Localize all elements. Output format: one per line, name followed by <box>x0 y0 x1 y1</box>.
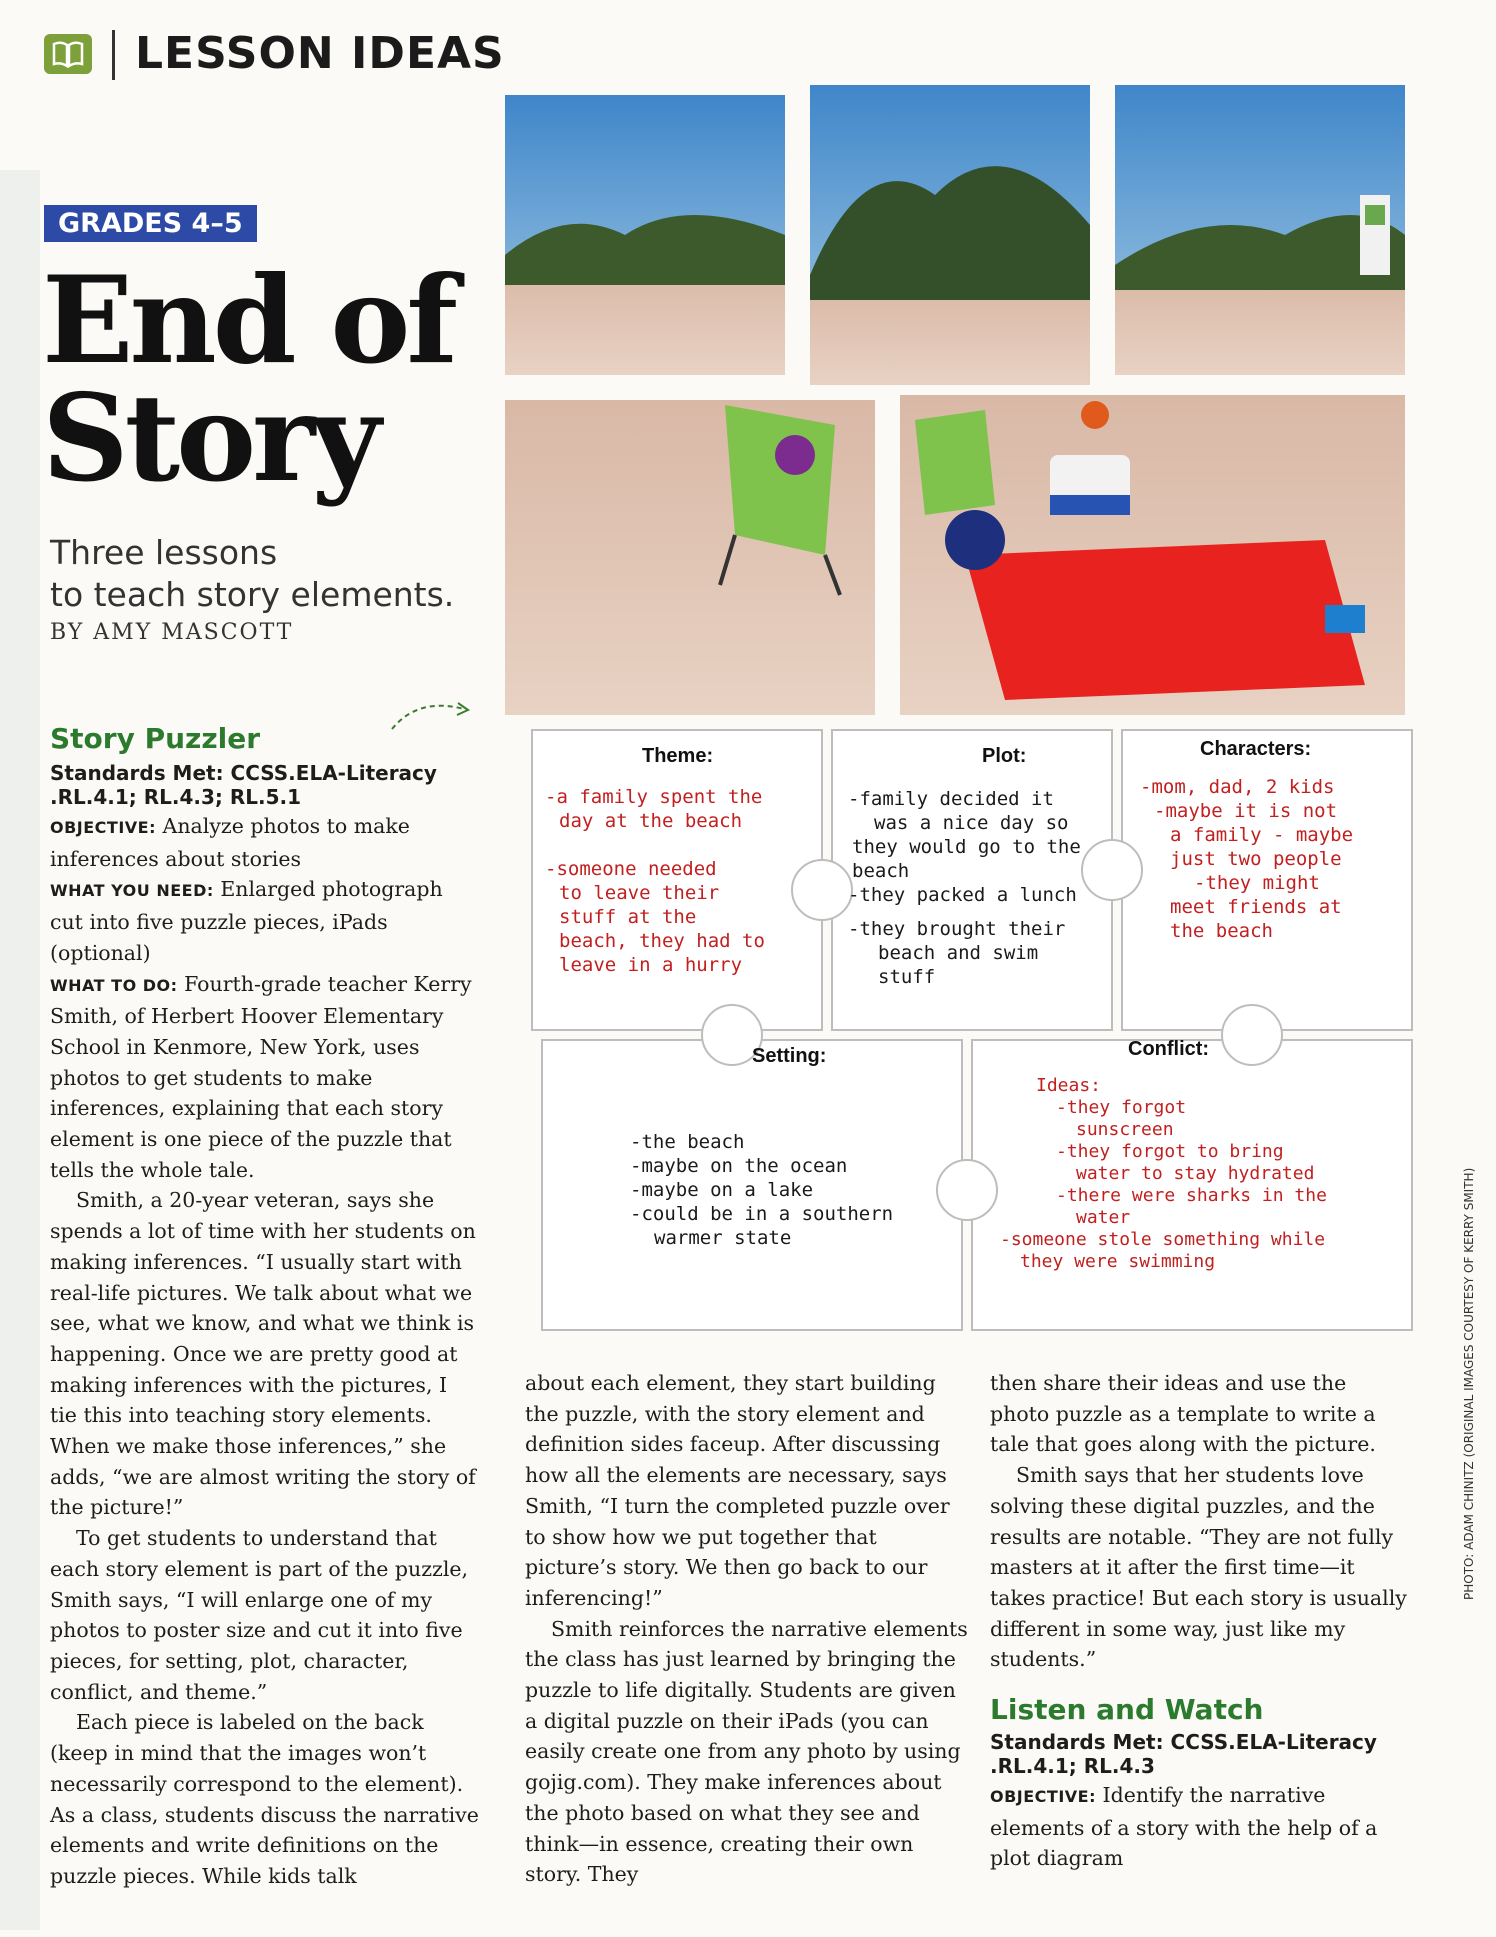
photo-piece-top-right <box>1115 85 1405 375</box>
header-divider <box>112 30 115 80</box>
listen-watch-objective: OBJECTIVE: Identify the narrative elements of a story with the help of a plot diagram <box>990 1783 1378 1871</box>
byline: BY AMY MASCOTT <box>50 620 294 645</box>
theme-notes: -a family spent the day at the beach -someone needed to leave their stuff at the beach, they had to leave in a hurry <box>545 786 765 976</box>
conflict-notes: Ideas: -they forgot sunscreen -they forgot to bring water to stay hydrated -there were sharks in the water -someone stole something while they were swimming <box>1000 1075 1327 1272</box>
subtitle-line-2: to teach story elements. <box>50 575 455 614</box>
faint-background-column <box>0 170 40 1930</box>
conflict-label: Conflict: <box>1128 1038 1210 1060</box>
column-3 <box>990 1368 1410 1874</box>
photo-piece-top-middle <box>810 85 1090 385</box>
column-3-paragraph-1: then share their ideas and use the photo puzzle as a template to write a tale that goes along with the picture. <box>990 1371 1376 1457</box>
photo-piece-top-left <box>505 95 785 375</box>
listen-watch-standards: Standards Met: CCSS.ELA-Literacy .RL.4.1; RL.4.3 <box>990 1730 1377 1779</box>
story-puzzler-paragraph-2: Smith, a 20-year veteran, says she spends a lot of time with her students on making inferences. “I usually start with real-life pictures. We talk about what we see, what we know, and what we think is happening. Once we are pretty good at making inferences with the pictures, I tie this into teaching story elements. When we make those inferences,” she adds, “we are almost writing the story of the picture!” <box>50 1188 476 1520</box>
photo-piece-bottom-left <box>505 400 875 715</box>
photo-piece-bottom-right <box>900 395 1405 715</box>
column-2 <box>525 1368 970 1890</box>
story-puzzler-need: WHAT YOU NEED: Enlarged photograph cut into five puzzle pieces, iPads (optional) <box>50 877 443 965</box>
column-3-paragraph-2: Smith says that her students love solving these digital puzzles, and the results are notable. “They are not fully masters at it after the first time—it takes practice! But each story is usually different in some way, just like my students.” <box>990 1463 1407 1672</box>
story-puzzler-objective: OBJECTIVE: Analyze photos to make inferences about stories <box>50 814 410 871</box>
listen-watch-heading: Listen and Watch <box>990 1693 1264 1727</box>
subtitle-line-1: Three lessons <box>50 533 278 572</box>
characters-notes: -mom, dad, 2 kids -maybe it is not a family - maybe just two people -they might meet friends at the beach <box>1140 776 1354 942</box>
page-title <box>42 250 455 509</box>
title-line-1: End of <box>42 250 455 391</box>
story-puzzler-heading: Story Puzzler <box>50 722 261 755</box>
beach-photo-puzzle <box>505 85 1405 715</box>
theme-label: Theme: <box>642 745 714 767</box>
plot-label: Plot: <box>982 745 1027 767</box>
characters-label: Characters: <box>1200 738 1312 760</box>
grade-badge: GRADES 4–5 <box>44 205 257 242</box>
column-2-paragraph-1: about each element, they start building the puzzle, with the story element and definition sides faceup. After discussing how all the elements are necessary, says Smith, “I turn the completed puzzle over to show how we put together that picture’s story. We then go back to our inferencing!” <box>525 1371 950 1610</box>
book-icon <box>44 34 92 74</box>
plot-notes: -family decided it was a nice day so they would go to the beach -they packed a lunch -they brought their beach and swim stuff <box>848 788 1081 988</box>
story-puzzler-paragraph-4: Each piece is labeled on the back (keep in mind that the images won’t necessarily correspond to the element). As a class, students discuss the narrative elements and write definitions on the puzzle pieces. While kids talk <box>50 1710 479 1888</box>
photo-credit: PHOTO: ADAM CHINITZ (ORIGINAL IMAGES COURTESY OF KERRY SMITH) <box>1462 1167 1476 1600</box>
story-puzzler-standards: Standards Met: CCSS.ELA-Literacy .RL.4.1; RL.4.3; RL.5.1 <box>50 761 437 809</box>
setting-label: Setting: <box>752 1045 827 1067</box>
subtitle <box>50 532 454 616</box>
story-puzzler-section <box>50 722 480 1892</box>
story-puzzler-paragraph-3: To get students to understand that each story element is part of the puzzle, Smith says, “I will enlarge one of my photos to poster size and cut it into five pieces, for setting, plot, character, conflict, and theme.” <box>50 1526 469 1704</box>
column-2-paragraph-2: Smith reinforces the narrative elements the class has just learned by bringing the puzzle to life digitally. Students are given a digital puzzle on their iPads (you can easily create one from any photo by using gojig.com). They make inferences about the photo based on what they see and think—in essence, creating their own story. They <box>525 1616 968 1887</box>
story-puzzler-todo: WHAT TO DO: Fourth-grade teacher Kerry Smith, of Herbert Hoover Elementary School in Kenmore, New York, uses photos to get students to make inferences, explaining that each story element is one piece of the puzzle that tells the whole tale. <box>50 971 472 1182</box>
setting-notes: -the beach -maybe on the ocean -maybe on a lake -could be in a southern warmer state <box>630 1131 894 1249</box>
section-title: LESSON IDEAS <box>135 28 505 79</box>
title-line-2: Story <box>42 368 378 509</box>
